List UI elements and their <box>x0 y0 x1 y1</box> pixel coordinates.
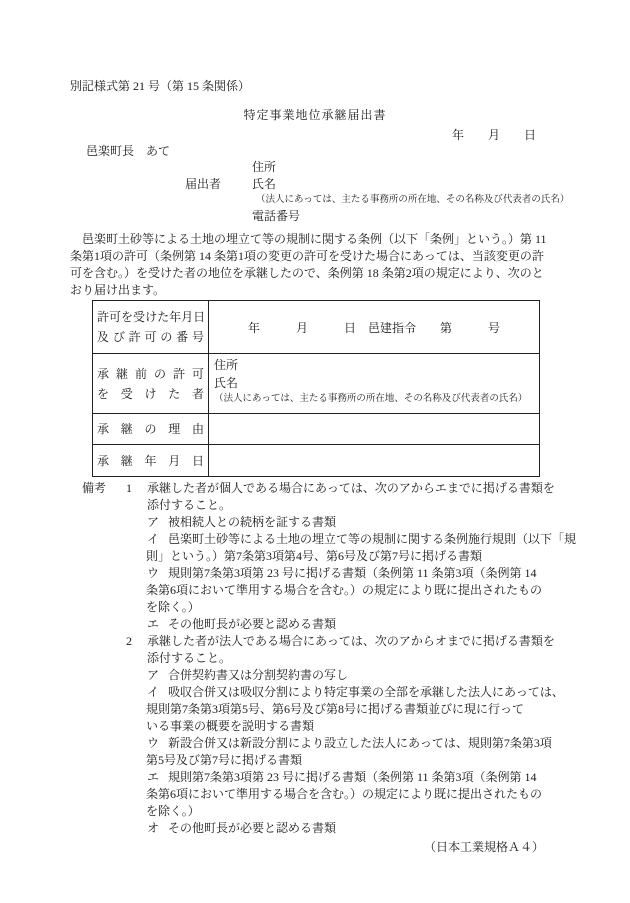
body-paragraph <box>70 231 570 299</box>
remark-marker: エ <box>147 617 160 631</box>
remarks-line <box>0 531 630 548</box>
row-label-line: 承 継 前 の 許 可 <box>97 366 204 381</box>
remark-text: 承継した者が法人である場合にあっては、次のアからオまでに掲げる書類を <box>147 634 555 648</box>
submitter-phone-label: 電話番号 <box>252 209 301 223</box>
body-line: おり届け出ます。 <box>70 283 166 297</box>
holder-address-label: 住所 <box>214 358 239 372</box>
paper-size-note: （日本工業規格Ａ４） <box>424 840 545 854</box>
row-label-succession-date <box>93 445 209 476</box>
permit-date-number-value: 年 月 日 邑建指令 第 号 <box>247 320 500 335</box>
page-title: 特定事業地位承継届出書 <box>243 108 387 122</box>
body-line: 邑楽町土砂等による土地の埋立て等の規制に関する条例（以下「条例」という。）第 11 <box>70 232 547 246</box>
remarks-line: を除く。） <box>146 600 200 614</box>
remark-text: その他町長が必要と認める書類 <box>168 617 337 631</box>
doc-number: 別記様式第 21 号（第 15 条関係） <box>70 79 251 93</box>
remark-text: 規則第7条第3項第 23 号に掲げる書類（条例第 11 条第3項（条例第 14 <box>168 566 537 580</box>
remark-text: 邑楽町土砂等による土地の埋立て等の規制に関する条例施行規則（以下「規 <box>168 532 577 546</box>
body-line: 条第1項の許可（条例第 14 条第1項の変更の許可を受けた場合にあっては、当該変更の許 <box>70 249 544 263</box>
remark-text: その他町長が必要と認める書類 <box>168 821 337 835</box>
remarks-line: 添付すること。 <box>147 651 232 665</box>
remarks-line <box>0 633 630 650</box>
remark-marker: イ <box>147 532 160 546</box>
remarks-line <box>0 735 630 752</box>
remarks-line <box>0 820 630 837</box>
remark-text: 承継した者が個人である場合にあっては、次のアからエまでに掲げる書類を <box>147 481 555 495</box>
submitter-address-label: 住所 <box>252 160 277 174</box>
remarks-line <box>0 684 630 701</box>
remark-text: 規則第7条第3項第 23 号に掲げる書類（条例第 11 条第3項（条例第 14 <box>168 770 537 784</box>
remarks-line: 第5号及び第7号に掲げる書類 <box>146 753 303 767</box>
remark-text: 吸収合併又は吸収分割により特定事業の全部を承継した法人にあっては、 <box>168 685 564 699</box>
row-label-line: 及 び 許 可 の 番 号 <box>97 330 204 344</box>
remarks-section <box>0 480 630 837</box>
remark-text: 合併契約書又は分割契約書の写し <box>168 668 349 682</box>
submitter-role-label: 届出者 <box>185 177 222 191</box>
body-line: 可を含む。）を受けた者の地位を承継したので、条例第 18 条第2項の規定により、次のと <box>70 266 544 280</box>
remarks-heading: 備考 <box>82 481 107 495</box>
remark-number: 1 <box>126 481 132 495</box>
remark-text: 被相続人との続柄を証する書類 <box>168 515 337 529</box>
row-label-line: 承 継 の 理 由 <box>97 422 204 436</box>
row-label-line: 承 継 年 月 日 <box>97 453 204 468</box>
remark-number: 2 <box>126 634 132 648</box>
remark-marker: エ <box>147 770 160 784</box>
remark-marker: イ <box>147 685 160 699</box>
remarks-line <box>0 480 630 497</box>
succession-reason-value <box>209 414 539 444</box>
submitter-name-label: 氏名 <box>252 177 277 191</box>
table-row-permit-date-number <box>93 301 539 353</box>
remarks-line <box>0 769 630 786</box>
row-label-succession-reason <box>93 414 209 444</box>
remarks-line: 条第6項において準用する場合を含む。）の規定により既に提出されたもの <box>146 787 543 801</box>
date-line: 年 月 日 <box>452 128 537 142</box>
remarks-line: 則」という。）第7条第3項第4号、第6号及び第7号に掲げる書類 <box>146 549 483 563</box>
addressee: 邑楽町長 あて <box>86 144 171 158</box>
remarks-line <box>0 514 630 531</box>
permit-table <box>92 300 540 477</box>
remark-text: 新設合併又は新設分割により設立した法人にあっては、規則第7条第3項 <box>168 736 552 750</box>
remarks-line <box>0 667 630 684</box>
remark-marker: ウ <box>147 736 160 750</box>
submitter-corp-note: （法人にあっては、主たる事務所の所在地、その名称及び代表者の氏名） <box>256 195 570 205</box>
row-label-line: を 受 け た 者 <box>97 386 204 401</box>
table-row-previous-permit-holder <box>93 353 539 413</box>
holder-name-label: 氏名 <box>214 376 239 390</box>
table-row-succession-date <box>93 444 539 476</box>
remarks-line <box>0 616 630 633</box>
row-label-line: 許 可 を 受 け た 年 月 日 <box>97 310 206 324</box>
remarks-line: 条第6項において準用する場合を含む。）の規定により既に提出されたもの <box>146 583 543 597</box>
remarks-line: を除く。） <box>146 804 200 818</box>
remarks-line: 規則第7条第3項第5号、第6号及び第8号に掲げる書類並びに現に行って <box>146 702 525 716</box>
previous-permit-holder-value <box>209 354 539 413</box>
remark-marker: ア <box>147 668 160 682</box>
remark-marker: ア <box>147 515 160 529</box>
remark-marker: ウ <box>147 566 160 580</box>
table-row-succession-reason <box>93 413 539 444</box>
remarks-line: 添付すること。 <box>147 498 232 512</box>
remarks-line <box>0 565 630 582</box>
succession-date-value <box>209 445 539 476</box>
remark-marker: オ <box>147 821 160 835</box>
remarks-line: いる事業の概要を説明する書類 <box>146 719 315 733</box>
row-label-permit-date-number <box>93 301 209 353</box>
holder-corp-note: （法人にあっては、主たる事務所の所在地、その名称及び代表者の氏名） <box>214 394 528 404</box>
row-label-previous-permit-holder <box>93 354 209 413</box>
